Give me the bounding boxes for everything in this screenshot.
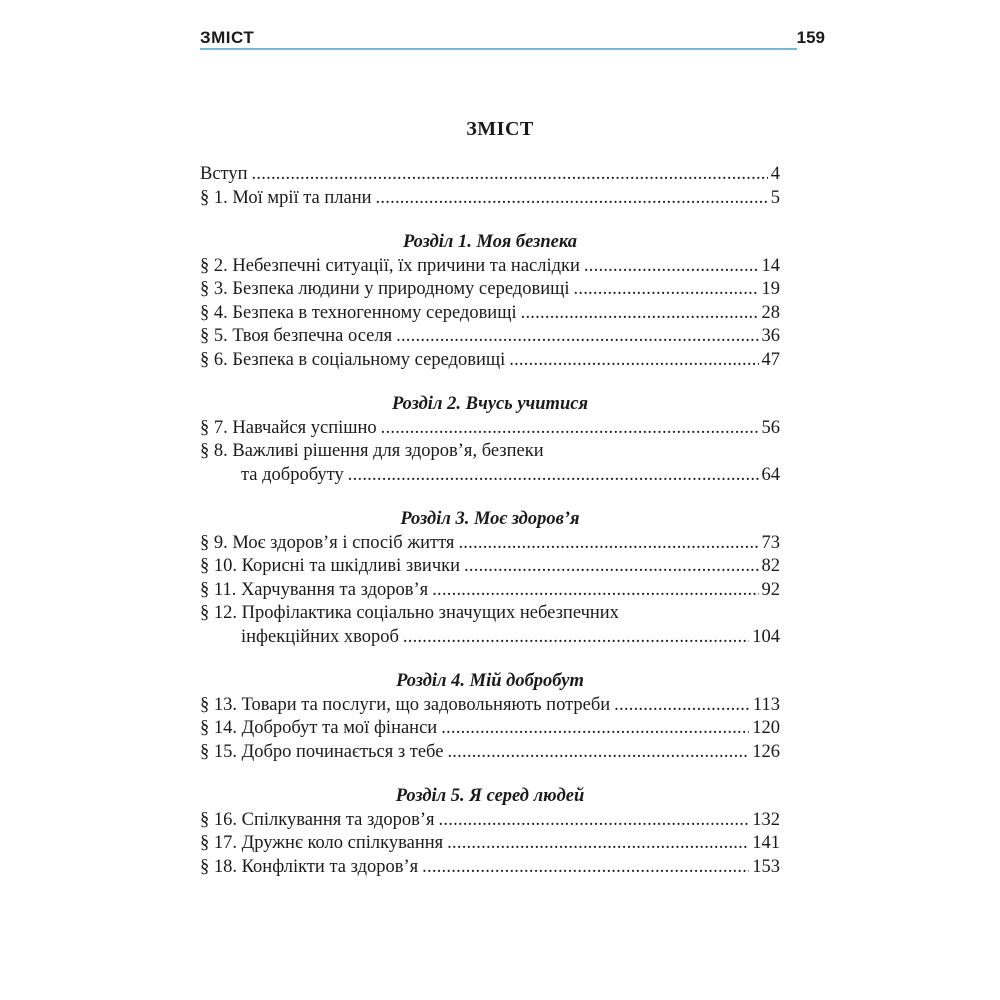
toc-entry-page: 113: [752, 694, 780, 715]
dot-leader: [464, 555, 758, 579]
section-heading: Розділ 5. Я серед людей: [395, 786, 585, 806]
toc-entry-page: 92: [761, 579, 780, 600]
toc-entry-label: § 3. Безпека людини у природному середовищі: [200, 279, 570, 299]
dot-leader: [381, 417, 759, 441]
toc-entry-label: § 2. Небезпечні ситуації, їх причини та наслідки: [200, 255, 580, 276]
toc-entry[interactable]: [200, 278, 780, 302]
dot-leader: [376, 187, 768, 211]
toc-entry-page: 73: [761, 532, 780, 553]
toc-entry[interactable]: [200, 555, 780, 579]
toc-entry[interactable]: [200, 626, 780, 650]
toc-entry-page: 28: [761, 302, 780, 323]
toc-entry-label: інфекційних хвороб: [241, 626, 399, 647]
toc-entry-page: 47: [761, 349, 780, 370]
section-heading: Розділ 2. Вчусь учитися: [392, 394, 588, 414]
toc-entry[interactable]: [200, 464, 780, 488]
toc-entry-page: 64: [761, 464, 780, 485]
toc-entry[interactable]: [200, 349, 780, 373]
dot-leader: [521, 302, 759, 326]
dot-leader: [396, 325, 758, 349]
toc-entry-page: 104: [752, 626, 780, 647]
toc-entry-label: § 11. Харчування та здоров’я: [200, 579, 429, 600]
toc-entry[interactable]: [200, 255, 780, 279]
toc-entry-label: § 7. Навчайся успішно: [200, 417, 377, 438]
section-heading: Розділ 3. Моє здоров’я: [400, 509, 580, 529]
toc-entry[interactable]: [200, 832, 780, 856]
toc-entry[interactable]: [200, 809, 780, 833]
toc-entry-label: § 9. Моє здоров’я і спосіб життя: [200, 532, 455, 553]
running-head-rule: [200, 48, 797, 50]
toc-entry-page: 120: [752, 718, 780, 738]
dot-leader: [403, 626, 749, 650]
page-number: 159: [796, 28, 825, 47]
running-head: [200, 28, 825, 52]
dot-leader: [447, 741, 749, 765]
toc-entry[interactable]: [200, 163, 780, 187]
toc-entry-label: § 5. Твоя безпечна оселя: [200, 326, 393, 346]
section-heading: Розділ 1. Моя безпека: [403, 232, 577, 252]
section-heading: Розділ 4. Мій добробут: [396, 671, 584, 691]
toc-entry-label: § 4. Безпека в техногенному середовищі: [200, 302, 517, 323]
toc-entry-label: § 17. Дружнє коло спілкування: [200, 833, 444, 853]
running-head-title: ЗМІСТ: [200, 28, 255, 47]
dot-leader: [441, 717, 749, 741]
toc-entry-page: 14: [761, 255, 780, 276]
toc-entry-page: 141: [752, 833, 780, 853]
toc-entry-label: § 13. Товари та послуги, що задовольняють потреби: [200, 694, 611, 715]
dot-leader: [614, 694, 750, 718]
toc-entry-label: § 16. Спілкування та здоров’я: [200, 809, 435, 830]
toc-entry-label: § 18. Конфлікти та здоров’я: [200, 856, 419, 877]
toc-entry[interactable]: [200, 579, 780, 603]
toc-entry-page: 5: [770, 187, 780, 208]
dot-leader: [584, 255, 759, 279]
toc-entry-label: § 1. Мої мрії та плани: [200, 187, 372, 208]
table-of-contents: [200, 163, 780, 879]
toc-entry[interactable]: [200, 694, 780, 718]
toc-entry-line1: § 8. Важливі рішення для здоров’я, безпеки: [200, 441, 544, 461]
toc-entry-page: 82: [761, 556, 780, 576]
toc-entry[interactable]: [200, 856, 780, 880]
toc-entry-label: § 15. Добро починається з тебе: [200, 741, 444, 762]
toc-entry-label: § 14. Добробут та мої фінанси: [200, 718, 438, 738]
dot-leader: [252, 163, 768, 187]
toc-entry[interactable]: [200, 741, 780, 765]
toc-entry-page: 19: [761, 279, 780, 299]
toc-entry-page: 4: [770, 164, 780, 184]
toc-entry-page: 56: [761, 417, 780, 438]
toc-entry[interactable]: [200, 302, 780, 326]
toc-entry[interactable]: [200, 417, 780, 441]
dot-leader: [447, 832, 749, 856]
dot-leader: [348, 464, 759, 488]
dot-leader: [432, 579, 758, 603]
dot-leader: [458, 532, 758, 556]
toc-entry-label: Вступ: [200, 164, 248, 184]
toc-entry[interactable]: [200, 717, 780, 741]
toc-entry-page: 132: [752, 809, 780, 830]
toc-entry-page: 153: [752, 856, 780, 877]
toc-entry-label: § 10. Корисні та шкідливі звички: [200, 556, 461, 576]
toc-entry-label: § 6. Безпека в соціальному середовищі: [200, 349, 506, 370]
dot-leader: [509, 349, 758, 373]
toc-entry[interactable]: [200, 532, 780, 556]
dot-leader: [439, 809, 750, 833]
dot-leader: [574, 278, 759, 302]
toc-entry-line1: § 12. Профілактика соціально значущих небезпечних: [200, 603, 619, 623]
dot-leader: [422, 856, 749, 880]
toc-entry-label: та добробуту: [241, 464, 344, 485]
toc-entry-page: 36: [761, 326, 780, 346]
toc-title: ЗМІСТ: [466, 118, 534, 140]
toc-entry[interactable]: [200, 325, 780, 349]
toc-entry[interactable]: [200, 187, 780, 211]
toc-entry-page: 126: [752, 741, 780, 762]
